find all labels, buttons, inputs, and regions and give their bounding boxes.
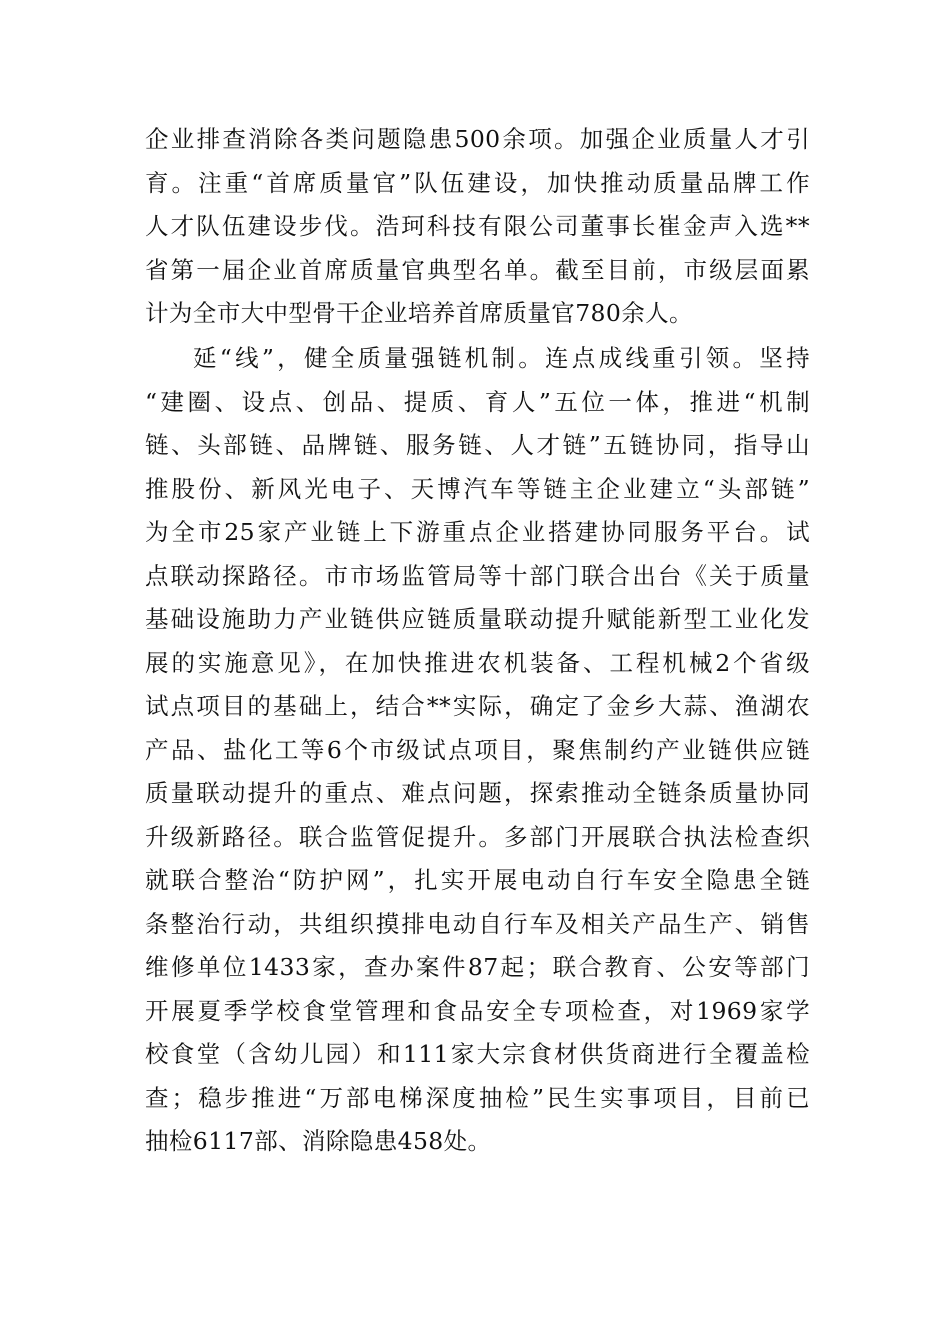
text-line: 校食堂（含幼儿园）和111家大宗食材供货商进行全覆盖检 (145, 1040, 810, 1068)
text-line: 省第一届企业首席质量官典型名单。截至目前，市级层面累 (145, 255, 810, 284)
document-body (145, 118, 810, 1164)
text-line: 展的实施意见》，在加快推进农机装备、工程机械2个省级 (145, 648, 810, 677)
text-line: “建圈、设点、创品、提质、育人”五位一体，推进“机制 (145, 387, 810, 416)
text-line: 企业排查消除各类问题隐患500余项。加强企业质量人才引 (145, 125, 810, 153)
text-line: 育。注重“首席质量官”队伍建设，加快推动质量品牌工作 (145, 168, 810, 197)
text-line: 查；稳步推进“万部电梯深度抽检”民生实事项目，目前已 (145, 1083, 810, 1112)
text-line: 质量联动提升的重点、难点问题，探索推动全链条质量协同 (145, 779, 810, 807)
text-line: 延“线”，健全质量强链机制。连点成线重引领。坚持 (193, 344, 810, 372)
text-line: 人才队伍建设步伐。浩珂科技有限公司董事长崔金声入选** (145, 212, 810, 240)
text-line: 点联动探路径。市市场监管局等十部门联合出台《关于质量 (145, 561, 810, 590)
text-line: 开展夏季学校食堂管理和食品安全专项检查，对1969家学 (145, 996, 810, 1025)
text-line: 试点项目的基础上，结合**实际，确定了金乡大蒜、渔湖农 (145, 692, 810, 720)
text-line: 推股份、新风光电子、天博汽车等链主企业建立“头部链” (145, 474, 810, 503)
text-line: 产品、盐化工等6个市级试点项目，聚焦制约产业链供应链 (145, 735, 810, 764)
text-line: 基础设施助力产业链供应链质量联动提升赋能新型工业化发 (145, 605, 810, 633)
text-line: 条整治行动，共组织摸排电动自行车及相关产品生产、销售 (145, 909, 810, 938)
text-line: 就联合整治“防护网”，扎实开展电动自行车安全隐患全链 (145, 866, 810, 894)
paragraph-quality-talent (145, 118, 810, 336)
text-line: 为全市25家产业链上下游重点企业搭建协同服务平台。试 (145, 518, 810, 546)
text-line: 抽检6117部、消除隐患458处。 (145, 1127, 492, 1155)
text-line: 维修单位1433家，查办案件87起；联合教育、公安等部门 (145, 953, 810, 981)
text-line: 升级新路径。联合监管促提升。多部门开展联合执法检查织 (145, 822, 810, 851)
paragraph-quality-chain (145, 337, 810, 1164)
text-line: 计为全市大中型骨干企业培养首席质量官780余人。 (145, 299, 693, 327)
text-line: 链、头部链、品牌链、服务链、人才链”五链协同，指导山 (145, 431, 810, 459)
